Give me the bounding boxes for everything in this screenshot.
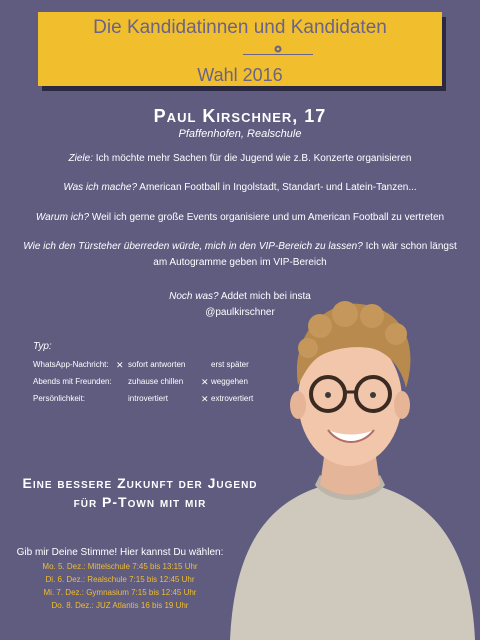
schedule-line: Mi. 7. Dez.: Gymnasium 7:15 bis 12:45 Uhr <box>43 588 197 597</box>
candidate-photo <box>220 290 480 640</box>
candidate-name: Paul Kirschner, 17 <box>153 106 327 126</box>
ziele-paragraph <box>10 151 470 167</box>
typ-option-b: weggehen <box>211 377 248 386</box>
typ-label: Typ: <box>33 341 52 352</box>
warum-text: Weil ich gerne große Events organisiere und um American Football zu vertreten <box>89 212 445 223</box>
tuersteher-label: Wie ich den Türsteher überreden würde, mich in den VIP-Bereich zu lassen? <box>23 241 363 252</box>
cross-mark-icon: ✕ <box>201 394 209 404</box>
vote-intro: Gib mir Deine Stimme! Hier kannst Du wählen: <box>16 547 224 558</box>
cross-mark-icon: ✕ <box>116 360 124 370</box>
typ-option-a: zuhause chillen <box>128 377 184 386</box>
ziele-text: Ich möchte mehr Sachen für die Jugend wie z.B. Konzerte organisieren <box>92 153 412 164</box>
tuersteher-paragraph <box>18 239 462 271</box>
banner-title: Die Kandidatinnen und Kandidaten <box>93 17 387 38</box>
typ-row-label: Persönlichkeit: <box>33 394 86 403</box>
was-label: Was ich mache? <box>63 182 138 193</box>
typ-row-label: WhatsApp-Nachricht: <box>33 360 109 369</box>
schedule-line: Do. 8. Dez.: JUZ Atlantis 16 bis 19 Uhr <box>51 601 189 610</box>
jugendparlament-logo <box>233 45 323 61</box>
was-text: American Football in Ingolstadt, Standart- und Latein-Tanzen... <box>137 182 417 193</box>
tuersteher-text: Ich wär schon längst am Autogramme geben im VIP-Bereich <box>153 241 457 268</box>
schedule-line: Di. 6. Dez.: Realschule 7:15 bis 12:45 Uhr <box>45 575 195 584</box>
typ-option-b: erst später <box>211 360 249 369</box>
banner-subtitle: Wahl 2016 <box>197 65 283 85</box>
typ-option-a: introvertiert <box>128 394 169 403</box>
warum-paragraph <box>10 210 470 226</box>
warum-label: Warum ich? <box>35 212 90 223</box>
header-banner <box>38 12 442 86</box>
was-paragraph <box>10 180 470 196</box>
slogan-line-1: Eine bessere Zukunft der Jugend <box>22 475 258 491</box>
typ-row-label: Abends mit Freunden: <box>33 377 112 386</box>
noch-text: Addet mich bei insta <box>218 291 311 302</box>
typ-option-a: sofort antworten <box>128 360 186 369</box>
slogan-line-2: für P-Town mit mir <box>73 494 207 510</box>
schedule-line: Mo. 5. Dez.: Mittelschule 7:45 bis 13:15 Uhr <box>42 562 198 571</box>
noch-label: Noch was? <box>169 291 219 302</box>
slogan <box>0 474 280 512</box>
ziele-label: Ziele: <box>68 153 93 164</box>
typ-option-b: extrovertiert <box>211 394 254 403</box>
insta-handle: @paulkirschner <box>205 307 275 318</box>
candidate-subtitle: Pfaffenhofen, Realschule <box>178 128 302 140</box>
cross-mark-icon: ✕ <box>201 377 209 387</box>
